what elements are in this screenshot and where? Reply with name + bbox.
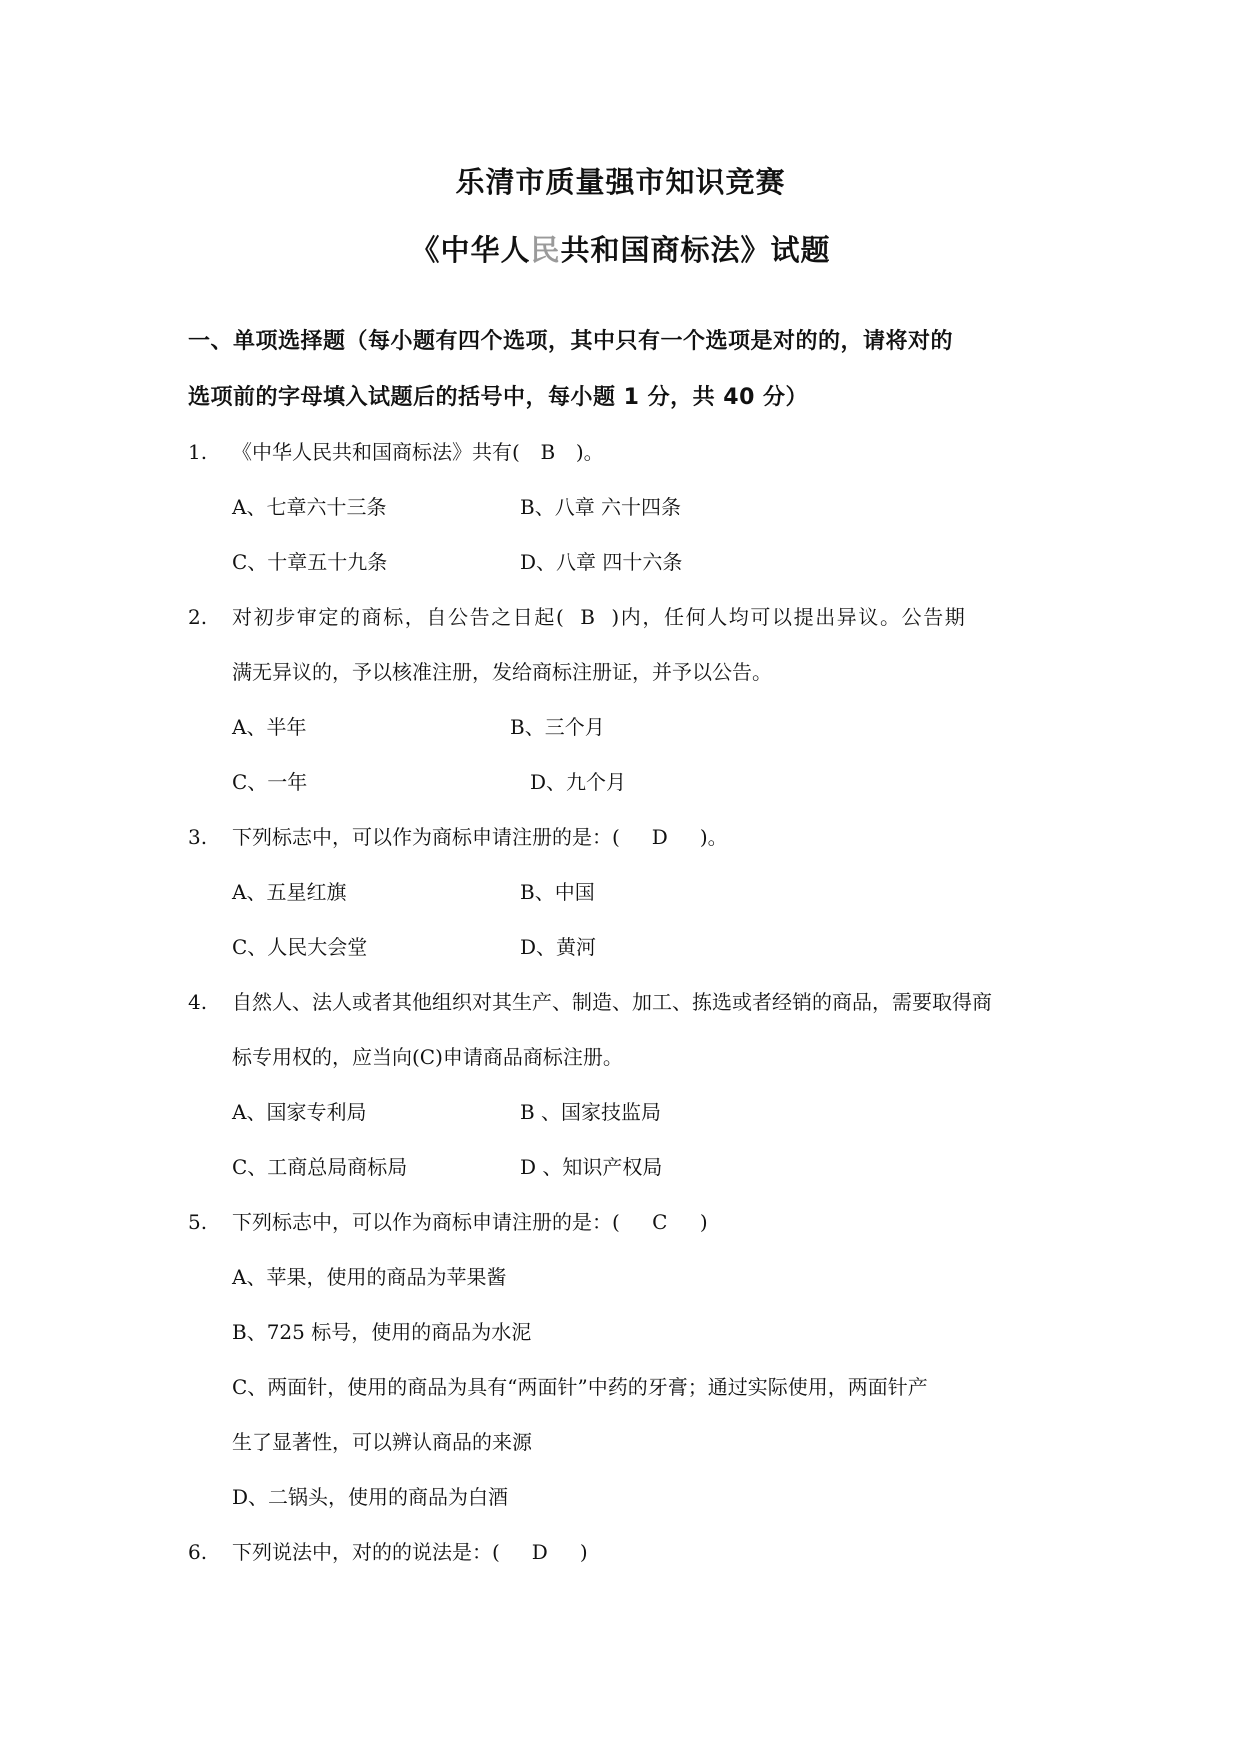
- question-stem: [232, 1539, 588, 1565]
- option-b: B 、国家技监局: [520, 1100, 662, 1124]
- option-b: B、八章 六十四条: [520, 495, 682, 519]
- option-b: B、725 标号，使用的商品为水泥: [232, 1320, 532, 1344]
- question-number: 2.: [188, 605, 208, 629]
- stem-text: ): [699, 1210, 708, 1234]
- subtitle-faded-char: 民: [530, 233, 561, 267]
- option-a: A、七章六十三条: [232, 495, 387, 519]
- option-c: C、工商总局商标局: [232, 1155, 408, 1179]
- question-stem-line-2: 标专用权的，应当向(C)申请商品商标注册。: [232, 1045, 623, 1069]
- question-stem: [232, 824, 728, 850]
- stem-text: 对初步审定的商标，自公告之日起(: [232, 605, 566, 629]
- option-a: A、半年: [232, 715, 307, 739]
- answer-letter: D: [651, 825, 668, 849]
- stem-text: )内，任何人均可以提出异议。公告期: [611, 605, 967, 629]
- option-c: C、一年: [232, 770, 308, 794]
- stem-text: )。: [699, 825, 728, 849]
- document-subtitle: [0, 228, 1241, 269]
- option-d: D、九个月: [530, 770, 627, 794]
- section-heading-line-1: 一、单项选择题（每小题有四个选项，其中只有一个选项是对的的，请将对的: [188, 329, 954, 354]
- answer-letter: C: [652, 1210, 668, 1234]
- subtitle-part-1: 《中华人: [410, 233, 531, 267]
- option-d: D、二锅头，使用的商品为白酒: [232, 1485, 509, 1509]
- option-c: C、人民大会堂: [232, 935, 368, 959]
- question-number: 6.: [188, 1540, 208, 1564]
- question-stem: 自然人、法人或者其他组织对其生产、制造、加工、拣选或者经销的商品，需要取得商: [232, 990, 992, 1014]
- stem-text: ): [579, 1540, 588, 1564]
- option-c-line-2: 生了显著性，可以辨认商品的来源: [232, 1430, 532, 1454]
- question-number: 5.: [188, 1210, 208, 1234]
- option-a: A、苹果，使用的商品为苹果酱: [232, 1265, 507, 1289]
- subtitle-part-2: 共和国商标法》试题: [560, 233, 831, 267]
- question-stem: [232, 1209, 708, 1235]
- answer-letter: B: [580, 605, 597, 629]
- option-b: B、三个月: [510, 715, 605, 739]
- answer-letter: B: [540, 440, 556, 464]
- question-number: 4.: [188, 990, 208, 1014]
- question-stem: [232, 604, 966, 630]
- stem-text: 下列说法中，对的的说法是：(: [232, 1540, 500, 1564]
- question-stem: [232, 439, 604, 465]
- option-a: A、国家专利局: [232, 1100, 367, 1124]
- option-d: D 、知识产权局: [520, 1155, 663, 1179]
- question-stem-line-2: 满无异议的，予以核准注册，发给商标注册证，并予以公告。: [232, 660, 772, 684]
- option-c: C、两面针，使用的商品为具有“两面针”中药的牙膏；通过实际使用，两面针产: [232, 1375, 928, 1399]
- option-b: B、中国: [520, 880, 595, 904]
- question-number: 3.: [188, 825, 208, 849]
- stem-text: 下列标志中，可以作为商标申请注册的是：(: [232, 1210, 620, 1234]
- option-a: A、五星红旗: [232, 880, 347, 904]
- stem-text: 《中华人民共和国商标法》共有(: [232, 440, 520, 464]
- section-heading-line-2: 选项前的字母填入试题后的括号中，每小题 1 分，共 40 分）: [188, 385, 809, 410]
- option-d: D、黄河: [520, 935, 597, 959]
- stem-text: )。: [575, 440, 604, 464]
- stem-text: 下列标志中，可以作为商标申请注册的是：(: [232, 825, 620, 849]
- question-number: 1.: [188, 440, 208, 464]
- answer-letter: D: [531, 1540, 548, 1564]
- option-c: C、十章五十九条: [232, 550, 388, 574]
- option-d: D、八章 四十六条: [520, 550, 683, 574]
- document-title: 乐清市质量强市知识竞赛: [455, 165, 786, 199]
